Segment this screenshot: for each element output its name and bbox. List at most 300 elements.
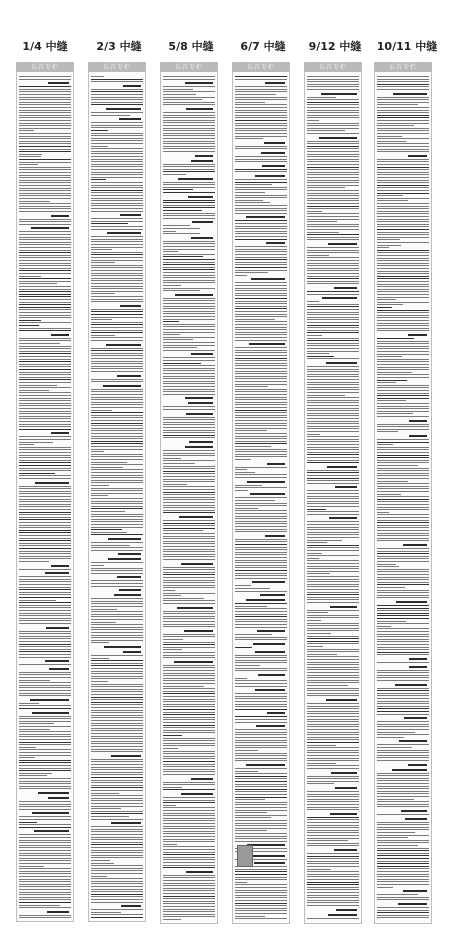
- text-line: [307, 726, 359, 727]
- text-line: [235, 282, 287, 283]
- text-line: [235, 616, 287, 617]
- text-line: [235, 148, 287, 149]
- text-line: [19, 775, 47, 776]
- text-line: [19, 107, 71, 108]
- text-line: [235, 337, 287, 338]
- text-line: [377, 881, 429, 882]
- text-line: [91, 301, 143, 302]
- text-line: [163, 135, 215, 136]
- text-line: [307, 542, 327, 543]
- text-line: [235, 552, 287, 553]
- text-line: [235, 903, 287, 904]
- text-line: [91, 335, 115, 336]
- text-line: [307, 690, 359, 691]
- text-line: [19, 786, 71, 787]
- text-line: [235, 737, 287, 738]
- text-line: [163, 334, 180, 335]
- text-line: [307, 387, 359, 388]
- text-line: [91, 562, 143, 563]
- text-line: [163, 91, 215, 92]
- notice-heading-line: [192, 221, 213, 223]
- text-line: [163, 427, 215, 428]
- text-line: [377, 393, 429, 394]
- text-line: [235, 159, 287, 160]
- text-line: [19, 576, 71, 577]
- gutter-strip-3: [160, 62, 218, 924]
- text-line: [163, 618, 215, 619]
- text-line: [163, 854, 215, 855]
- text-line: [235, 887, 287, 888]
- text-line: [163, 815, 215, 816]
- text-line: [19, 623, 71, 624]
- column-heading-6: 10/11 中缝: [376, 40, 438, 53]
- text-line: [377, 449, 429, 450]
- text-line: [235, 686, 287, 687]
- text-line: [377, 133, 429, 134]
- text-line: [91, 728, 143, 729]
- text-line: [235, 789, 287, 790]
- text-line: [163, 546, 215, 547]
- text-line: [163, 329, 215, 330]
- text-line: [377, 195, 403, 196]
- text-line: [377, 291, 429, 292]
- text-line: [163, 494, 215, 495]
- text-line: [377, 79, 429, 80]
- text-line: [377, 359, 429, 360]
- text-line: [307, 576, 359, 577]
- text-line: [235, 469, 247, 470]
- text-line: [307, 151, 359, 152]
- text-line: [19, 860, 71, 861]
- text-line: [235, 262, 287, 263]
- text-line: [91, 580, 143, 581]
- text-line: [91, 314, 143, 315]
- text-line: [163, 665, 215, 666]
- text-line: [163, 303, 215, 304]
- text-line: [91, 172, 143, 173]
- text-line: [91, 262, 115, 263]
- text-line: [307, 115, 359, 116]
- text-line: [19, 447, 71, 448]
- notice-heading-line: [326, 699, 357, 701]
- text-line: [377, 894, 418, 895]
- text-line: [91, 624, 143, 625]
- text-line: [377, 711, 429, 712]
- text-line: [91, 322, 143, 323]
- text-line: [377, 571, 429, 572]
- text-line: [377, 123, 429, 124]
- strip-banner: 公告专栏: [161, 63, 217, 72]
- notice-heading-line: [252, 581, 285, 583]
- text-line: [19, 221, 71, 222]
- text-line: [163, 782, 215, 783]
- text-line: [19, 104, 71, 105]
- notice-heading-line: [329, 517, 357, 519]
- text-line: [377, 390, 429, 391]
- text-line: [235, 874, 287, 875]
- text-line: [91, 402, 143, 403]
- text-line: [307, 703, 359, 704]
- text-line: [235, 293, 287, 294]
- notice-heading-line: [30, 699, 69, 701]
- text-line: [91, 673, 143, 674]
- text-line: [235, 905, 287, 906]
- notice-heading-line: [255, 175, 285, 177]
- text-line: [377, 221, 429, 222]
- text-line: [163, 745, 215, 746]
- text-line: [91, 909, 143, 910]
- text-line: [91, 488, 143, 489]
- text-line: [163, 764, 215, 765]
- text-line: [19, 561, 49, 562]
- text-line: [19, 398, 71, 399]
- text-line: [163, 225, 190, 226]
- text-line: [307, 475, 359, 476]
- text-line: [91, 811, 143, 812]
- notice-heading-line: [408, 764, 427, 766]
- text-line: [235, 236, 287, 237]
- text-line: [163, 761, 215, 762]
- text-line: [19, 488, 71, 489]
- text-line: [163, 888, 215, 889]
- notice-heading-line: [118, 553, 141, 555]
- text-line: [19, 356, 71, 357]
- text-line: [163, 634, 215, 635]
- text-line: [91, 249, 112, 250]
- text-line: [19, 532, 71, 533]
- text-line: [307, 876, 359, 877]
- text-line: [307, 734, 359, 735]
- text-line: [307, 503, 359, 504]
- text-line: [163, 789, 215, 790]
- text-line: [235, 693, 287, 694]
- text-line: [377, 143, 429, 144]
- text-line: [235, 420, 287, 421]
- text-line: [19, 718, 71, 719]
- text-line: [91, 847, 143, 848]
- text-line: [19, 602, 71, 603]
- text-line: [91, 404, 143, 405]
- text-line: [91, 122, 143, 123]
- text-line: [163, 536, 215, 537]
- text-line: [19, 804, 71, 805]
- text-line: [377, 117, 429, 118]
- text-line: [235, 210, 287, 211]
- text-line: [235, 350, 287, 351]
- text-line: [163, 166, 215, 167]
- text-line: [307, 825, 359, 826]
- notice-heading-line: [409, 435, 427, 437]
- notice-heading-line: [328, 243, 357, 245]
- text-line: [19, 757, 35, 758]
- text-line: [91, 655, 143, 656]
- text-line: [377, 398, 429, 399]
- text-line: [235, 807, 287, 808]
- text-line: [307, 330, 359, 331]
- text-line: [91, 423, 143, 424]
- text-line: [91, 568, 143, 569]
- text-line: [307, 501, 359, 502]
- text-line: [377, 644, 429, 645]
- text-line: [163, 717, 215, 718]
- text-line: [19, 540, 71, 541]
- text-line: [307, 693, 359, 694]
- text-line: [377, 827, 429, 828]
- text-line: [163, 857, 215, 858]
- text-line: [307, 421, 359, 422]
- text-line: [91, 148, 143, 149]
- text-line: [163, 285, 181, 286]
- text-line: [19, 141, 71, 142]
- text-line: [163, 712, 215, 713]
- text-line: [163, 184, 215, 185]
- text-line: [91, 438, 143, 439]
- text-line: [307, 496, 359, 497]
- text-line: [91, 275, 143, 276]
- text-line: [235, 275, 247, 276]
- text-line: [307, 636, 359, 637]
- text-line: [307, 804, 359, 805]
- text-line: [163, 644, 215, 645]
- text-line: [19, 312, 71, 313]
- text-line: [307, 439, 359, 440]
- text-line: [235, 606, 267, 607]
- text-line: [19, 868, 71, 869]
- text-line: [163, 502, 215, 503]
- text-line: [19, 879, 71, 880]
- notice-heading-line: [185, 446, 213, 448]
- text-line: [235, 301, 287, 302]
- text-line: [163, 551, 215, 552]
- text-line: [307, 682, 359, 683]
- text-line: [377, 276, 429, 277]
- text-line: [377, 167, 429, 168]
- text-line: [163, 394, 215, 395]
- text-line: [163, 473, 215, 474]
- text-line: [307, 716, 359, 717]
- text-line: [163, 337, 215, 338]
- text-line: [235, 399, 287, 400]
- text-line: [19, 788, 71, 789]
- text-line: [307, 239, 359, 240]
- text-line: [91, 412, 143, 413]
- text-line: [377, 252, 429, 253]
- text-line: [19, 276, 41, 277]
- text-line: [91, 91, 143, 92]
- text-line: [377, 177, 429, 178]
- notice-heading-line: [253, 643, 285, 645]
- text-line: [19, 703, 39, 704]
- text-line: [163, 347, 197, 348]
- text-line: [235, 578, 287, 579]
- text-line: [307, 343, 359, 344]
- text-line: [307, 128, 359, 129]
- column-heading-4: 6/7 中缝: [240, 40, 286, 53]
- text-line: [91, 309, 143, 310]
- text-line: [19, 845, 71, 846]
- strip-banner: 公告专栏: [89, 63, 145, 72]
- text-line: [235, 404, 287, 405]
- text-line: [377, 494, 401, 495]
- notice-heading-line: [108, 558, 141, 560]
- text-line: [19, 315, 71, 316]
- text-line: [235, 303, 287, 304]
- text-line: [91, 135, 143, 136]
- text-line: [377, 237, 429, 238]
- text-line: [163, 112, 215, 113]
- text-line: [235, 719, 287, 720]
- text-line: [91, 278, 143, 279]
- text-line: [235, 503, 287, 504]
- notice-heading-line: [265, 82, 285, 84]
- text-line: [377, 822, 429, 823]
- text-line: [91, 286, 143, 287]
- text-line: [377, 863, 429, 864]
- text-line: [307, 664, 359, 665]
- text-line: [235, 510, 287, 511]
- text-line: [19, 773, 52, 774]
- text-line: [163, 538, 215, 539]
- text-line: [91, 723, 143, 724]
- text-line: [91, 381, 143, 382]
- text-line: [19, 768, 71, 769]
- text-line: [235, 79, 287, 80]
- text-line: [235, 410, 287, 411]
- text-line: [235, 830, 267, 831]
- text-line: [163, 919, 181, 920]
- text-line: [91, 583, 143, 584]
- text-line: [163, 254, 215, 255]
- text-line: [377, 457, 429, 458]
- text-line: [377, 411, 429, 412]
- text-line: [307, 405, 359, 406]
- text-line: [19, 705, 71, 706]
- text-line: [377, 172, 429, 173]
- text-line: [307, 688, 359, 689]
- text-line: [163, 249, 215, 250]
- text-line: [377, 385, 429, 386]
- notice-heading-line: [186, 413, 213, 415]
- text-line: [91, 166, 143, 167]
- text-line: [163, 342, 215, 343]
- text-line: [235, 729, 287, 730]
- text-line: [307, 247, 359, 248]
- notice-heading-line: [185, 82, 213, 84]
- text-line: [235, 523, 287, 524]
- text-line: [19, 268, 71, 269]
- text-line: [377, 187, 429, 188]
- text-line: [307, 120, 319, 121]
- strip-banner: 公告专栏: [17, 63, 73, 72]
- text-line: [19, 840, 71, 841]
- text-line: [91, 203, 143, 204]
- text-line: [19, 439, 71, 440]
- text-line: [307, 758, 359, 759]
- text-line: [377, 431, 398, 432]
- text-line: [19, 193, 71, 194]
- text-line: [163, 171, 215, 172]
- text-line: [377, 858, 429, 859]
- text-line: [19, 664, 71, 665]
- text-line: [307, 353, 329, 354]
- text-line: [163, 590, 175, 591]
- text-line: [307, 527, 359, 528]
- text-line: [235, 794, 287, 795]
- text-line: [163, 530, 203, 531]
- notice-heading-line: [117, 375, 141, 377]
- text-line: [307, 656, 359, 657]
- text-line: [19, 902, 71, 903]
- text-line: [19, 411, 71, 412]
- text-line: [307, 102, 359, 103]
- text-line: [91, 751, 143, 752]
- text-line: [19, 94, 71, 95]
- text-line: [377, 465, 418, 466]
- notice-heading-line: [107, 232, 141, 234]
- text-line: [235, 567, 287, 568]
- text-line: [377, 328, 429, 329]
- text-line: [163, 657, 215, 658]
- text-line: [307, 402, 359, 403]
- text-line: [307, 822, 359, 823]
- text-line: [91, 793, 119, 794]
- notice-heading-line: [327, 466, 357, 468]
- text-line: [307, 190, 359, 191]
- text-line: [307, 918, 359, 919]
- text-line: [91, 146, 108, 147]
- text-line: [377, 234, 429, 235]
- text-line: [307, 685, 348, 686]
- text-line: [163, 800, 215, 801]
- text-line: [235, 295, 287, 296]
- text-line: [377, 312, 429, 313]
- text-line: [307, 345, 359, 346]
- text-line: [163, 621, 215, 622]
- text-line: [163, 766, 215, 767]
- text-line: [19, 270, 71, 271]
- text-line: [19, 167, 71, 168]
- text-line: [235, 381, 287, 382]
- text-line: [307, 133, 359, 134]
- text-line: [163, 97, 215, 98]
- text-line: [91, 115, 130, 116]
- notice-heading-line: [401, 810, 427, 812]
- text-line: [307, 208, 359, 209]
- text-line: [307, 358, 359, 359]
- text-line: [91, 632, 143, 633]
- text-line: [307, 130, 345, 131]
- text-line: [163, 332, 215, 333]
- text-line: [235, 202, 270, 203]
- text-line: [307, 182, 359, 183]
- text-line: [91, 725, 143, 726]
- text-line: [19, 208, 71, 209]
- text-line: [377, 734, 429, 735]
- text-line: [377, 442, 429, 443]
- text-line: [163, 326, 215, 327]
- text-line: [91, 606, 143, 607]
- text-line: [19, 644, 71, 645]
- text-line: [91, 767, 143, 768]
- text-line: [235, 249, 287, 250]
- text-line: [377, 752, 429, 753]
- text-line: [91, 332, 143, 333]
- text-line: [235, 89, 287, 90]
- text-line: [163, 298, 215, 299]
- text-line: [19, 657, 71, 658]
- text-line: [19, 353, 71, 354]
- notice-heading-line: [409, 420, 427, 422]
